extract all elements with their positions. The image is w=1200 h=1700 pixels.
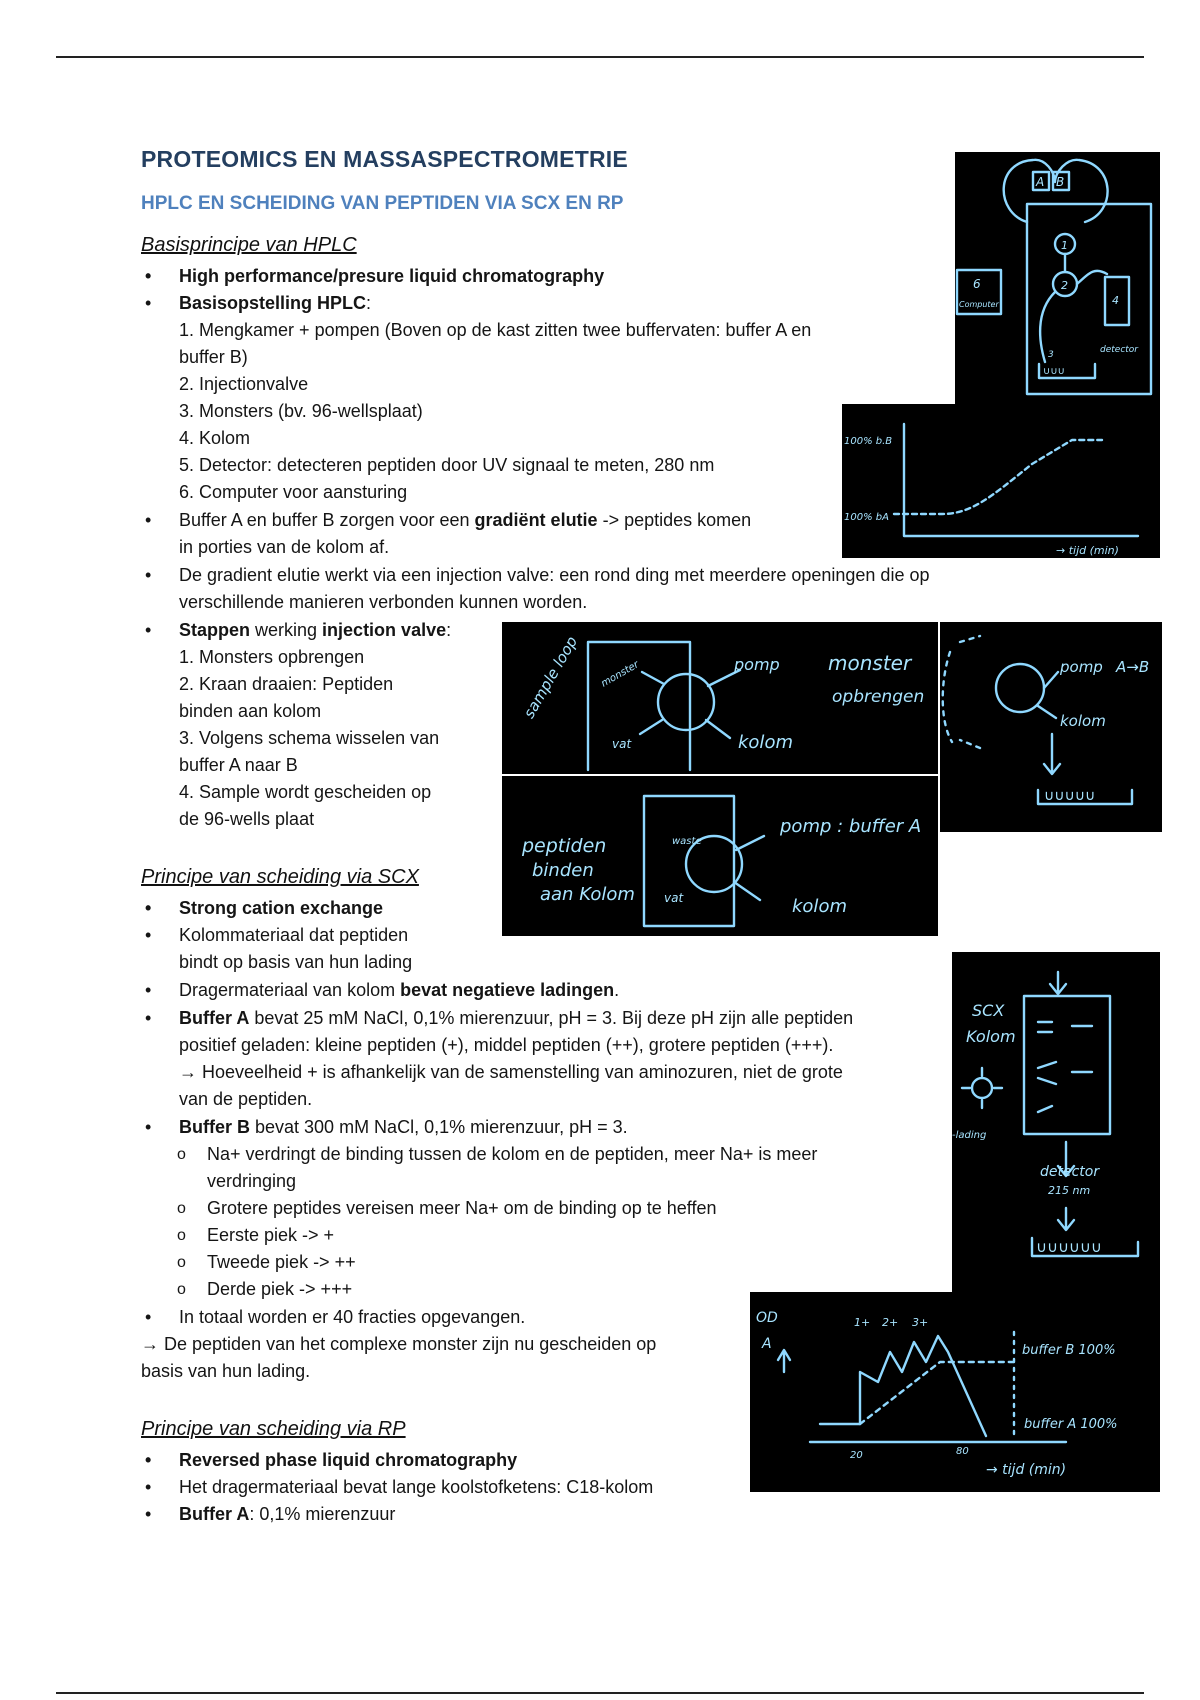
buffer-a-label: A (1036, 175, 1045, 189)
bullet-text: Basisopstelling HPLC (179, 293, 367, 313)
setup-step: 2. Injectionvalve (179, 374, 309, 394)
kolom-label: kolom (1060, 712, 1106, 730)
a-label: A (762, 1336, 772, 1352)
bullet-continuation: verschillende manieren verbonden kunnen worden. (179, 592, 588, 612)
t80-label: 80 (956, 1446, 969, 1457)
bullet-c18: • Het dragermateriaal bevat lange koolstofketens: C18-kolom (179, 1474, 653, 1501)
step-3-label: 3 (1048, 350, 1054, 360)
buffer-b-label: buffer B 100% (1022, 1343, 1116, 1358)
text: bevat 300 mM NaCl, 0,1% mierenzuur, pH = 3. (250, 1117, 628, 1137)
buffer-a-label: buffer A 100% (1024, 1417, 1118, 1432)
top-rule (56, 56, 1144, 58)
pomp-label: pomp (1060, 658, 1103, 676)
nm-label: 215 nm (1048, 1184, 1091, 1197)
valve-gradient-sketch (940, 622, 1162, 832)
text-bold: gradiënt elutie (474, 510, 598, 530)
bullet-scx-definition: • Strong cation exchange (179, 895, 383, 922)
opbrengen-title: opbrengen (832, 687, 925, 707)
bullet-fracties: • In totaal worden er 40 fracties opgevangen. (179, 1304, 525, 1331)
text: werking (250, 620, 323, 640)
bottom-rule (56, 1692, 1144, 1694)
colon: : (366, 293, 372, 313)
wells-label: ∪∪∪∪∪ (1044, 788, 1096, 804)
monster-title: monster (828, 651, 912, 675)
buffer-b-label: B (1056, 175, 1065, 189)
sub-bullet: o Derde piek -> +++ (207, 1276, 352, 1303)
text-bold: Buffer A (179, 1504, 250, 1524)
bullet-continuation: → Hoeveelheid + is afhankelijk van de samenstelling van aminozuren, niet de grote (179, 1062, 843, 1082)
peak-2-label: 2+ (882, 1316, 899, 1329)
kolom-label: kolom (792, 896, 847, 917)
scx-column-sketch (952, 952, 1160, 1292)
bullet-continuation: bindt op basis van hun lading (179, 952, 413, 972)
valve-step: 1. Monsters opbrengen (179, 647, 365, 667)
vat-label: vat (612, 737, 632, 751)
bullet-injection-valve: • De gradient elutie werkt via een injection valve: een rond ding met meerdere openingen die op (179, 562, 929, 589)
valve-step: buffer A naar B (179, 755, 298, 775)
colon: : (446, 620, 452, 640)
computer-label: Computer (959, 300, 999, 309)
setup-step: 3. Monsters (bv. 96-wellsplaat) (179, 401, 423, 421)
detector-label: detector (1040, 1164, 1100, 1180)
valve-step: 4. Sample wordt gescheiden op (179, 782, 432, 802)
peak-1-label: 1+ (854, 1316, 871, 1329)
lading-label: -lading (952, 1130, 987, 1141)
sub-bullet-continuation: verdringing (207, 1171, 297, 1191)
kolom-label: Kolom (966, 1027, 1016, 1046)
bullet-continuation: positief geladen: kleine peptiden (+), middel peptiden (++), grotere peptiden (+++). (179, 1035, 834, 1055)
bullet-kolommateriaal: • Kolommateriaal dat peptiden (179, 922, 408, 949)
bullet-valve-steps (179, 617, 451, 644)
waste-label: waste (672, 836, 702, 847)
sub-bullet: o Tweede piek -> ++ (207, 1249, 356, 1276)
bullet-hplc-definition (179, 263, 604, 290)
valve-load-sketch (502, 622, 938, 774)
bullet-dragermateriaal (179, 977, 619, 1004)
valve-bind-sketch (502, 776, 938, 936)
sample-loop-label: sample loop (519, 633, 582, 722)
gradient-bottom-label: 100% bA (844, 512, 889, 523)
text: . (614, 980, 620, 1000)
text: -> peptides komen (597, 510, 752, 530)
valve-step: 3. Volgens schema wisselen van (179, 728, 440, 748)
text: Dragermateriaal van kolom (179, 980, 401, 1000)
bullet-continuation: in porties van de kolom af. (179, 537, 390, 557)
page-subtitle: HPLC EN SCHEIDING VAN PEPTIDEN VIA SCX EN RP (141, 193, 624, 214)
sub-bullet: o Na+ verdringt de binding tussen de kolom en de peptiden, meer Na+ is meer (207, 1141, 817, 1168)
vat-label: vat (664, 891, 684, 905)
peak-3-label: 3+ (912, 1316, 929, 1329)
section-heading-hplc: Basisprincipe van HPLC (141, 234, 357, 256)
conclusion-line: basis van hun lading. (141, 1361, 311, 1381)
text-bold: injection valve (322, 620, 447, 640)
detector-label: detector (1100, 345, 1138, 355)
bullet-basisopstelling (179, 290, 371, 317)
text-bold: Stappen (179, 620, 251, 640)
gradient-axis-label: → tijd (min) (1056, 544, 1119, 557)
wells-label: ∪∪∪ (1043, 366, 1065, 377)
step-2-label: 2 (1061, 279, 1068, 292)
a-to-b-label: A→B (1116, 658, 1150, 676)
bullet-continuation: van de peptiden. (179, 1089, 313, 1109)
peptiden-label: peptiden (522, 835, 607, 857)
gradient-top-label: 100% b.B (844, 436, 893, 447)
text: Buffer A en buffer B zorgen voor een (179, 510, 475, 530)
valve-step: de 96-wells plaat (179, 809, 315, 829)
time-axis-label: → tijd (min) (986, 1462, 1067, 1478)
setup-step: buffer B) (179, 347, 248, 367)
text: bevat 25 mM NaCl, 0,1% mierenzuur, pH = 3. Bij deze pH zijn alle peptiden (249, 1008, 854, 1028)
setup-step: 5. Detector: detecteren peptiden door UV signaal te meten, 280 nm (179, 455, 715, 475)
scx-label: SCX (972, 1001, 1005, 1020)
step-1-label: 1 (1061, 239, 1068, 252)
bullet-rp-buffer-a (179, 1501, 395, 1528)
step-4-label: 4 (1112, 294, 1119, 307)
t20-label: 20 (850, 1450, 863, 1461)
text-bold: bevat negatieve ladingen (400, 980, 615, 1000)
monster-label: monster (599, 659, 641, 690)
sub-bullet: o Grotere peptides vereisen meer Na+ om de binding op te heffen (207, 1195, 716, 1222)
pomp-label: pomp (734, 655, 780, 674)
kolom-label: kolom (738, 732, 793, 753)
page-title: PROTEOMICS EN MASSASPECTROMETRIE (141, 146, 628, 172)
sub-bullet: o Eerste piek -> + (207, 1222, 334, 1249)
text: : 0,1% mierenzuur (249, 1504, 396, 1524)
bullet-gradient-elutie (179, 507, 751, 534)
binden-label: binden (532, 860, 594, 881)
section-heading-scx: Principe van scheiding via SCX (141, 866, 419, 888)
od-label: OD (756, 1310, 778, 1326)
text-bold: Buffer B (179, 1117, 250, 1137)
chromatogram-sketch (750, 1292, 1160, 1492)
valve-step: binden aan kolom (179, 701, 322, 721)
conclusion-line: → De peptiden van het complexe monster zijn nu gescheiden op (141, 1334, 657, 1354)
step-6-label: 6 (973, 277, 981, 291)
setup-step: 4. Kolom (179, 428, 251, 448)
aan-kolom-label: aan Kolom (540, 884, 635, 905)
wells-label: ∪∪∪∪∪∪ (1036, 1238, 1102, 1256)
bullet-buffer-a (179, 1005, 853, 1032)
gradient-sketch (842, 404, 1160, 558)
pomp-buffer-label: pomp : buffer A (780, 816, 922, 837)
section-heading-rp: Principe van scheiding via RP (141, 1418, 406, 1440)
bullet-text: High performance/presure liquid chromatography (179, 266, 605, 286)
hplc-setup-sketch (955, 152, 1160, 404)
bullet-buffer-b (179, 1114, 628, 1141)
setup-step: 1. Mengkamer + pompen (Boven op de kast zitten twee buffervaten: buffer A en (179, 320, 812, 340)
bullet-rp-definition: • Reversed phase liquid chromatography (179, 1447, 517, 1474)
text-bold: Buffer A (179, 1008, 250, 1028)
setup-step: 6. Computer voor aansturing (179, 482, 408, 502)
valve-step: 2. Kraan draaien: Peptiden (179, 674, 394, 694)
